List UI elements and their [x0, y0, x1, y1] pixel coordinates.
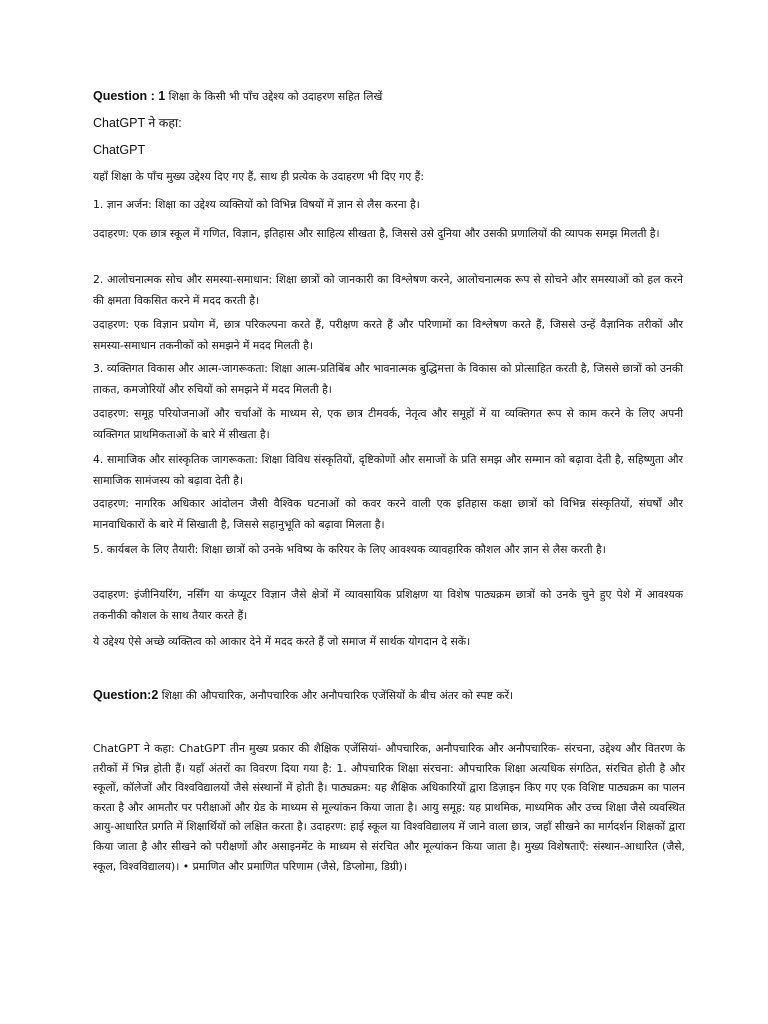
objective-1: 1. ज्ञान अर्जन: शिक्षा का उद्देश्य व्यक्तियों को विभिन्न विषयों में ज्ञान से लैस करना है। — [93, 198, 420, 211]
objective-3: 3. व्यक्तिगत विकास और आत्म-जागरूकता: शिक्षा आत्म-प्रतिबिंब और भावनात्मक बुद्धिमत्ता के विकास को प्रोत्साहित करती है, जिससे छात्रों को उनकी ताकत, कमजोरियों और रुचियों को समझने में मदद मिलती है। — [93, 362, 683, 396]
objective-4: 4. सामाजिक और सांस्कृतिक जागरूकता: शिक्षा विविध संस्कृतियों, दृष्टिकोणों और समाजों के प्रति समझ और सम्मान को बढ़ावा देती है, सहिष्णुता और सामाजिक सामंजस्य को बढ़ावा देती है। — [93, 453, 683, 487]
question-2-heading — [93, 685, 683, 707]
example-4: उदाहरण: नागरिक अधिकार आंदोलन जैसी वैश्विक घटनाओं को कवर करने वाली एक इतिहास कक्षा छात्रों को विभिन्न संस्कृतियों, संघर्षों और मानवाधिकारों के बारे में सिखाती है, जिससे सहानुभूति को बढ़ावा मिलता है। — [93, 497, 683, 531]
example-3: उदाहरण: समूह परियोजनाओं और चर्चाओं के माध्यम से, एक छात्र टीमवर्क, नेतृत्व और समूहों में या व्यक्तिगत रूप से काम करने के लिए अपनी व्यक्तिगत प्राथमिकताओं के बारे में सीखता है। — [93, 407, 683, 441]
question-2-text: शिक्षा की औपचारिक, अनौपचारिक और अनौपचारिक एजेंसियों के बीच अंतर को स्पष्ट करें। — [158, 689, 514, 702]
example-1: उदाहरण: एक छात्र स्कूल में गणित, विज्ञान, इतिहास और साहित्य सीखता है, जिससे उसे दुनिया और उसकी प्रणालियों की व्यापक समझ मिलती है। — [93, 227, 660, 240]
question-2-label: Question:2 — [93, 688, 159, 702]
example-5: उदाहरण: इंजीनियरिंग, नर्सिंग या कंप्यूटर विज्ञान जैसे क्षेत्रों में व्यावसायिक प्रशिक्षण या विशेष पाठ्यक्रम छात्रों को उनके चुने हुए पेशे में आवश्यक तकनीकी कौशल के साथ तैयार करते हैं। — [93, 588, 683, 622]
intro-paragraph: यहाँ शिक्षा के पाँच मुख्य उद्देश्य दिए गए हैं, साथ ही प्रत्येक के उदाहरण भी दिए गए हैं: — [93, 170, 424, 183]
question-1-label: Question : 1 — [93, 89, 166, 103]
answer-2-paragraph: ChatGPT ने कहा: ChatGPT तीन मुख्य प्रकार की शैक्षिक एजेंसियां- औपचारिक, अनौपचारिक और अनौपचारिक- संरचना, उद्देश्य और वितरण के तरीकों में भिन्न होती हैं। यहाँ अंतरों का विवरण दिया गया है: 1. औपचारिक शिक्षा संरचना: औपचारिक शिक्षा अत्यधिक संगठित, संरचित होती है और स्कूलों, कॉलेजों और विश्वविद्यालयों जैसे संस्थानों में होती है। पाठ्यक्रम: यह शैक्षिक अधिकारियों द्वारा डिज़ाइन किए गए एक विशिष्ट पाठ्यक्रम का पालन करता है और आमतौर पर परीक्षाओं और ग्रेड के माध्यम से मूल्यांकन किया जाता है। आयु समूह: यह प्राथमिक, माध्यमिक और उच्च शिक्षा जैसे व्यवस्थित आयु-आधारित प्रगति में शिक्षार्थियों को लक्षित करता है। उदाहरण: हाई स्कूल या विश्वविद्यालय में जाने वाला छात्र, जहाँ सीखने का मार्गदर्शन शिक्षकों द्वारा किया जाता है और सीखने को परीक्षणों और असाइनमेंट के माध्यम से संरचित और मूल्यांकन किया जाता है। मुख्य विशेषताएँ: संस्थान-आधारित (जैसे, स्कूल, विश्वविद्यालय)। • प्रमाणित और प्रमाणित परिणाम (जैसे, डिप्लोमा, डिग्री)। — [93, 742, 685, 873]
conclusion-paragraph: ये उद्देश्य ऐसे अच्छे व्यक्तित्व को आकार देने में मदद करते हैं जो समाज में सार्थक योगदान दे सकें। — [93, 635, 471, 648]
question-1-heading — [93, 86, 683, 108]
objective-2: 2. आलोचनात्मक सोच और समस्या-समाधान: शिक्षा छात्रों को जानकारी का विश्लेषण करने, आलोचनात्मक रूप से सोचने और समस्याओं को हल करने की क्षमता विकसित करने में मदद करती है। — [93, 273, 683, 307]
chatgpt-name: ChatGPT — [93, 143, 146, 157]
example-2: उदाहरण: एक विज्ञान प्रयोग में, छात्र परिकल्पना करते हैं, परीक्षण करते हैं और परिणामों का विश्लेषण करते हैं, जिससे उन्हें वैज्ञानिक तरीकों और समस्या-समाधान तकनीकों को समझने में मदद मिलती है। — [93, 318, 683, 352]
chatgpt-said: ChatGPT ने कहा: — [93, 116, 182, 130]
question-1-text: शिक्षा के किसी भी पाँच उद्देश्य को उदाहरण सहित लिखें — [165, 90, 383, 103]
objective-5: 5. कार्यबल के लिए तैयारी: शिक्षा छात्रों को उनके भविष्य के करियर के लिए आवश्यक व्यावहारिक कौशल और ज्ञान से लैस करती है। — [93, 543, 606, 556]
